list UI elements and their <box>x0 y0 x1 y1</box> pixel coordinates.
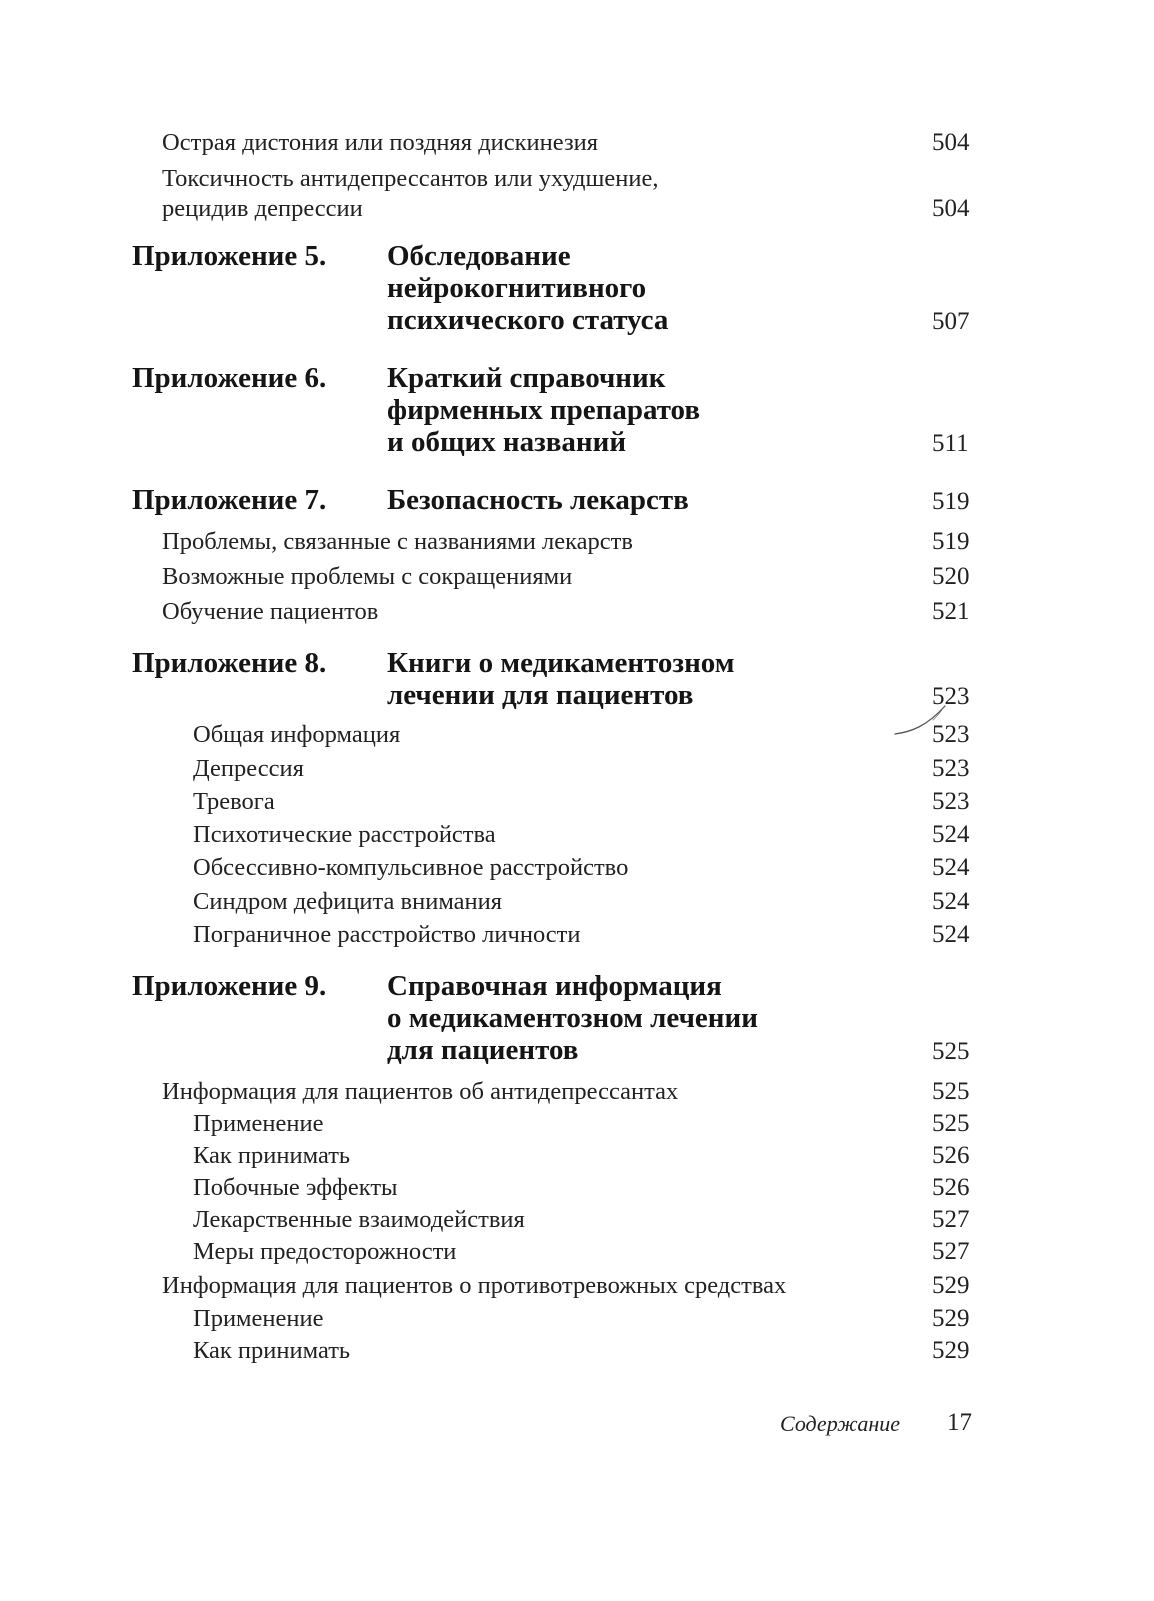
page-ref: 519 <box>932 488 970 515</box>
entry-title-line: Возможные проблемы с сокращениями <box>162 563 573 590</box>
heading-title-line: для пациентов <box>387 1034 579 1066</box>
running-title: Содержание <box>780 1411 901 1436</box>
page-ref: 527 <box>932 1238 970 1265</box>
entry-title-line: Применение <box>193 1110 324 1137</box>
heading-title-line: Безопасность лекарств <box>387 484 689 516</box>
page-ref: 525 <box>932 1078 970 1105</box>
heading-prefix: Приложение 8. <box>132 647 327 679</box>
page-number: 17 <box>947 1409 972 1436</box>
page-ref: 526 <box>932 1174 970 1201</box>
page-ref: 520 <box>932 563 970 590</box>
entry-title-line: Лекарственные взаимодействия <box>193 1206 525 1233</box>
page-ref: 526 <box>932 1142 970 1169</box>
entry-title-line: Пограничное расстройство личности <box>193 921 581 948</box>
page-ref: 504 <box>932 195 970 222</box>
entry-title-line: Общая информация <box>193 721 401 748</box>
entry-title-line: Синдром дефицита внимания <box>193 888 503 915</box>
entry-title-line: Проблемы, связанные с названиями лекарств <box>162 528 633 555</box>
heading-title-line: Обследование <box>387 240 571 272</box>
entry-title-line: Обучение пациентов <box>162 598 379 625</box>
page-ref: 511 <box>932 430 969 457</box>
heading-prefix: Приложение 6. <box>132 362 327 394</box>
page-ref: 524 <box>932 854 970 881</box>
heading-prefix: Приложение 7. <box>132 484 327 516</box>
heading-title-line: Книги о медикаментозном <box>387 647 735 679</box>
page-ref: 519 <box>932 528 970 555</box>
heading-title-line: и общих названий <box>387 426 627 458</box>
page-ref: 529 <box>932 1272 970 1299</box>
page-ref: 527 <box>932 1206 970 1233</box>
entry-title-line: Депрессия <box>193 755 304 782</box>
page-ref: 523 <box>932 755 970 782</box>
heading-prefix: Приложение 5. <box>132 240 327 272</box>
page-ref: 525 <box>932 1110 970 1137</box>
heading-title-line: Краткий справочник <box>387 362 666 394</box>
page-ref: 529 <box>932 1305 970 1332</box>
page-ref: 524 <box>932 888 970 915</box>
page-ref: 524 <box>932 821 970 848</box>
entry-title-line: Побочные эффекты <box>193 1174 398 1201</box>
page-ref: 525 <box>932 1038 970 1065</box>
entry-title-line: Токсичность антидепрессантов или ухудшение, <box>162 165 659 192</box>
page-ref: 507 <box>932 308 970 335</box>
entry-title-line: Информация для пациентов о противотревожных средствах <box>162 1272 787 1299</box>
page-ref: 504 <box>932 129 970 156</box>
heading-title-line: фирменных препаратов <box>387 394 700 426</box>
page-ref: 523 <box>932 721 970 748</box>
entry-title-line: рецидив депрессии <box>162 195 363 222</box>
heading-title-line: о медикаментозном лечении <box>387 1002 758 1034</box>
page-ref: 523 <box>932 683 970 710</box>
entry-title-line: Обсессивно-компульсивное расстройство <box>193 854 629 881</box>
heading-title-line: лечении для пациентов <box>387 679 694 711</box>
entry-title-line: Тревога <box>193 788 275 815</box>
entry-title-line: Как принимать <box>193 1142 351 1169</box>
page-ref: 523 <box>932 788 970 815</box>
entry-title-line: Острая дистония или поздняя дискинезия <box>162 129 599 156</box>
heading-title-line: Справочная информация <box>387 970 722 1002</box>
entry-title-line: Информация для пациентов об антидепрессантах <box>162 1078 679 1105</box>
page-ref: 521 <box>932 598 970 625</box>
heading-title-line: психического статуса <box>387 304 669 336</box>
page-ref: 529 <box>932 1337 970 1364</box>
entry-title-line: Как принимать <box>193 1337 351 1364</box>
entry-title-line: Психотические расстройства <box>193 821 496 848</box>
page-ref: 524 <box>932 921 970 948</box>
entry-title-line: Меры предосторожности <box>193 1238 457 1265</box>
heading-prefix: Приложение 9. <box>132 970 327 1002</box>
entry-title-line: Применение <box>193 1305 324 1332</box>
pen-mark <box>893 696 953 740</box>
heading-title-line: нейрокогнитивного <box>387 272 647 304</box>
